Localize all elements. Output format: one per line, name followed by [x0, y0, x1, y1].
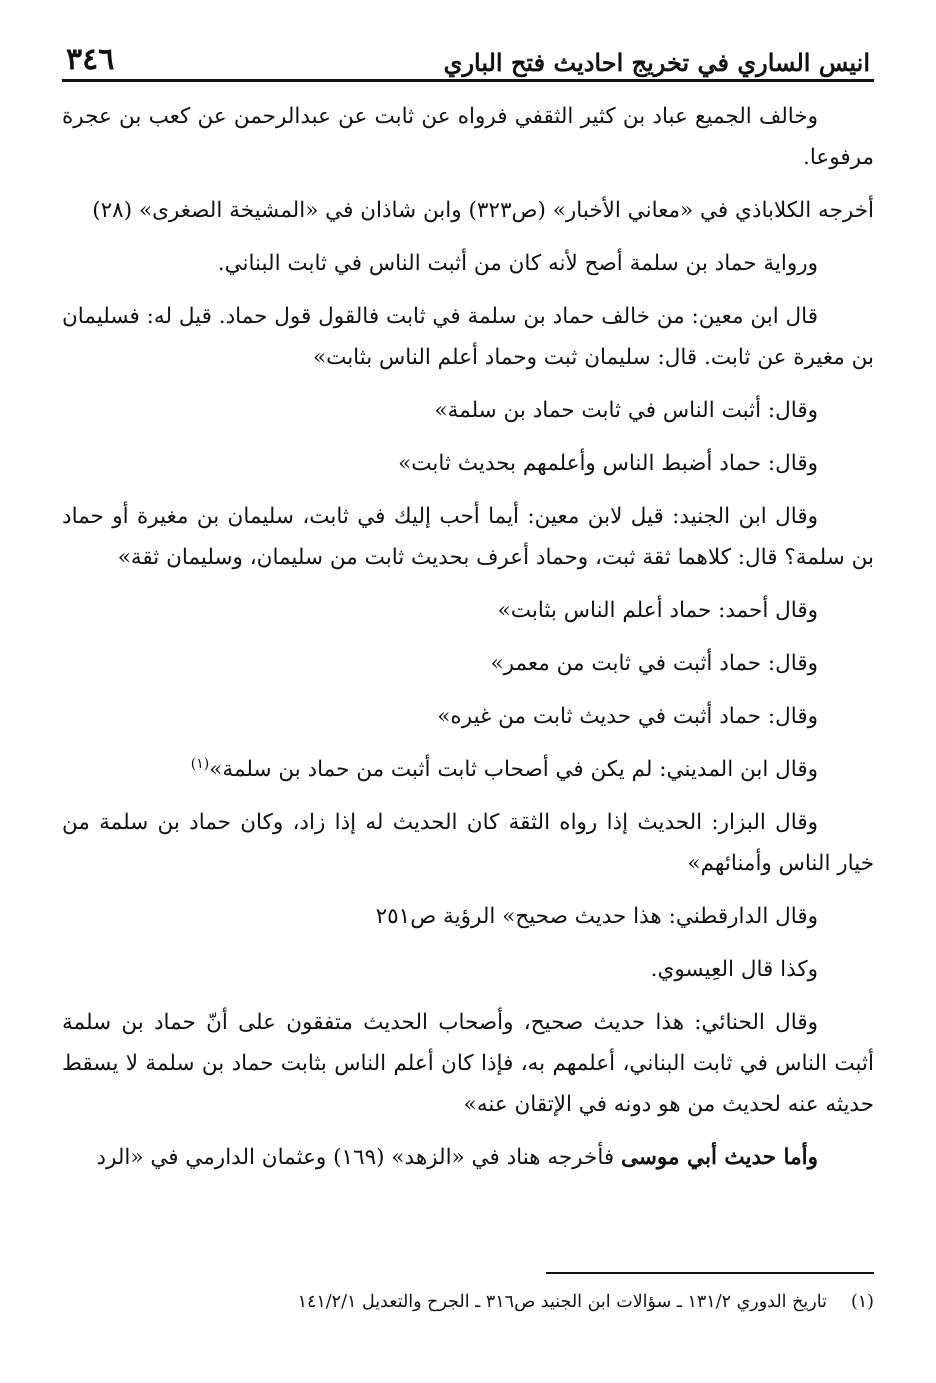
main-text	[62, 82, 874, 1178]
footnote-number: (١)	[850, 1292, 874, 1312]
paragraph: قال ابن معين: من خالف حماد بن سلمة في ثابت فالقول قول حماد. قيل له: فسليمان بن مغيرة عن ثابت. قال: سليمان ثبت وحماد أعلم الناس بثابت»	[62, 304, 874, 370]
footnote	[62, 1288, 874, 1316]
paragraph: وقال: حماد أضبط الناس وأعلمهم بحديث ثابت»	[398, 451, 818, 476]
paragraph: وكذا قال العِيسوي.	[650, 957, 818, 982]
paragraph: وقال ابن الجنيد: قيل لابن معين: أيما أحب إليك في ثابت، سليمان بن مغيرة أو حماد بن سلمة؟ قال: كلاهما ثقة ثبت، وحماد أعرف بحديث ثابت من سليمان، وسليمان ثقة»	[62, 504, 874, 570]
bold-lead: وأما حديث أبي موسى	[621, 1145, 818, 1170]
paragraph: وقال الدارقطني: هذا حديث صحيح» الرؤية ص٢٥١	[375, 904, 818, 929]
paragraph: وقال: حماد أثبت في حديث ثابت من غيره»	[437, 704, 818, 729]
footnote-divider	[546, 1272, 874, 1274]
paragraph: وقال: أثبت الناس في ثابت حماد بن سلمة»	[434, 398, 818, 423]
footnote-reference[interactable]: (١)	[190, 755, 210, 772]
page-header	[62, 40, 874, 82]
paragraph: أخرجه الكلاباذي في «معاني الأخبار» (ص٣٢٣) وابن شاذان في «المشيخة الصغرى» (٢٨)	[92, 198, 874, 223]
paragraph: ورواية حماد بن سلمة أصح لأنه كان من أثبت الناس في ثابت البناني.	[217, 251, 818, 276]
page	[62, 40, 874, 1360]
footnote-text: تاريخ الدوري ١٣١/٢ ـ سؤالات ابن الجنيد ص٣١٦ ـ الجرح والتعديل ١٤١/٢/١	[297, 1292, 827, 1312]
paragraph: وخالف الجميع عباد بن كثير الثقفي فرواه عن ثابت عن عبدالرحمن عن كعب بن عجرة مرفوعا.	[62, 104, 874, 170]
paragraph-text: فأخرجه هناد في «الزهد» (١٦٩) وعثمان الدارمي في «الرد	[96, 1145, 615, 1170]
paragraph: وقال الحنائي: هذا حديث صحيح، وأصحاب الحديث متفقون على أنّ حماد بن سلمة أثبت الناس في ثابت البناني، أعلمهم به، فإذا كان أعلم الناس بثابت حماد بن سلمة لا يسقط حديثه عنه لحديث من هو دونه في الإتقان عنه»	[62, 1010, 874, 1117]
page-number: ٣٤٦	[66, 42, 115, 77]
paragraph-with-footnote	[62, 749, 874, 790]
paragraph: وقال البزار: الحديث إذا رواه الثقة كان الحديث له إذا زاد، وكان حماد بن سلمة من خيار الناس وأمنائهم»	[62, 810, 874, 876]
paragraph: وقال أحمد: حماد أعلم الناس بثابت»	[497, 598, 818, 623]
paragraph-text: وقال ابن المديني: لم يكن في أصحاب ثابت أثبت من حماد بن سلمة»	[209, 757, 818, 782]
running-title: انيس الساري في تخريج احاديث فتح الباري	[443, 48, 870, 77]
paragraph-last	[62, 1137, 874, 1178]
paragraph: وقال: حماد أثبت في ثابت من معمر»	[490, 651, 818, 676]
